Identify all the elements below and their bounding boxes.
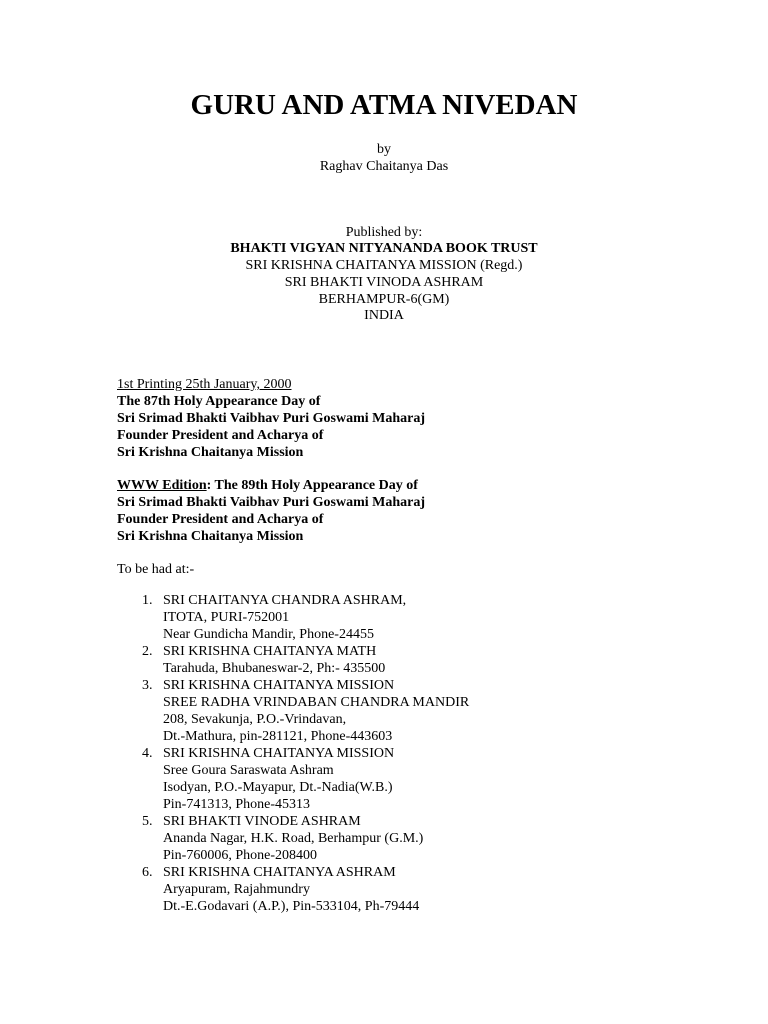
www-edition-block xyxy=(117,477,717,545)
address-line: Isodyan, P.O.-Mayapur, Dt.-Nadia(W.B.) xyxy=(163,780,393,795)
first-printing-line-1: The 87th Holy Appearance Day of xyxy=(117,394,321,409)
www-edition-line-4: Sri Krishna Chaitanya Mission xyxy=(117,529,304,544)
first-printing-line-2: Sri Srimad Bhakti Vaibhav Puri Goswami Maharaj xyxy=(117,411,426,426)
author-name: Raghav Chaitanya Das xyxy=(319,159,449,174)
first-printing-line-3: Founder President and Acharya of xyxy=(117,428,324,443)
publisher-trust: BHAKTI VIGYAN NITYANANDA BOOK TRUST xyxy=(230,241,538,256)
address-item xyxy=(142,864,702,915)
address-number: 4. xyxy=(142,746,153,761)
address-line: Ananda Nagar, H.K. Road, Berhampur (G.M.) xyxy=(163,831,424,846)
address-line: Aryapuram, Rajahmundry xyxy=(163,882,310,897)
www-edition-line-2: Sri Srimad Bhakti Vaibhav Puri Goswami Maharaj xyxy=(117,495,426,510)
address-line: Sree Goura Saraswata Ashram xyxy=(163,763,334,778)
address-line: SREE RADHA VRINDABAN CHANDRA MANDIR xyxy=(163,695,470,710)
by-line: by xyxy=(377,142,391,157)
address-number: 3. xyxy=(142,678,153,693)
address-number: 2. xyxy=(142,644,153,659)
address-line: Pin-741313, Phone-45313 xyxy=(163,797,310,812)
first-printing-line-4: Sri Krishna Chaitanya Mission xyxy=(117,445,304,460)
publisher-city: BERHAMPUR-6(GM) xyxy=(318,292,450,307)
address-line: SRI CHAITANYA CHANDRA ASHRAM, xyxy=(163,593,407,608)
address-number: 1. xyxy=(142,593,153,608)
www-edition-line-3: Founder President and Acharya of xyxy=(117,512,324,527)
publisher-ashram: SRI BHAKTI VINODA ASHRAM xyxy=(284,275,484,290)
address-item xyxy=(142,592,702,643)
address-line: SRI KRISHNA CHAITANYA MISSION xyxy=(163,678,395,693)
address-list xyxy=(142,592,702,915)
address-line: ITOTA, PURI-752001 xyxy=(163,610,290,625)
address-item xyxy=(142,745,702,813)
address-number: 5. xyxy=(142,814,153,829)
publisher-country: INDIA xyxy=(364,308,404,323)
first-printing-block xyxy=(117,376,717,461)
address-item xyxy=(142,677,702,745)
address-line: SRI BHAKTI VINODE ASHRAM xyxy=(163,814,361,829)
address-line: Pin-760006, Phone-208400 xyxy=(163,848,317,863)
address-line: Tarahuda, Bhubaneswar-2, Ph:- 435500 xyxy=(163,661,386,676)
www-edition-label: WWW Edition xyxy=(117,478,207,493)
publisher-mission: SRI KRISHNA CHAITANYA MISSION (Regd.) xyxy=(245,258,523,273)
www-edition-line-1-text: : The 89th Holy Appearance Day of xyxy=(206,478,418,493)
address-line: Dt.-Mathura, pin-281121, Phone-443603 xyxy=(163,729,393,744)
to-be-had-label: To be had at:- xyxy=(117,562,195,577)
first-printing-date: 1st Printing 25th January, 2000 xyxy=(117,377,292,392)
address-number: 6. xyxy=(142,865,153,880)
address-line: Near Gundicha Mandir, Phone-24455 xyxy=(163,627,374,642)
address-item xyxy=(142,643,702,677)
published-by-label: Published by: xyxy=(345,225,423,240)
address-item xyxy=(142,813,702,864)
address-line: SRI KRISHNA CHAITANYA MATH xyxy=(163,644,377,659)
www-edition-line-1 xyxy=(117,477,717,494)
address-line: Dt.-E.Godavari (A.P.), Pin-533104, Ph-79444 xyxy=(163,899,420,914)
address-line: 208, Sevakunja, P.O.-Vrindavan, xyxy=(163,712,347,727)
address-line: SRI KRISHNA CHAITANYA ASHRAM xyxy=(163,865,396,880)
document-title: GURU AND ATMA NIVEDAN xyxy=(190,89,578,121)
address-line: SRI KRISHNA CHAITANYA MISSION xyxy=(163,746,395,761)
